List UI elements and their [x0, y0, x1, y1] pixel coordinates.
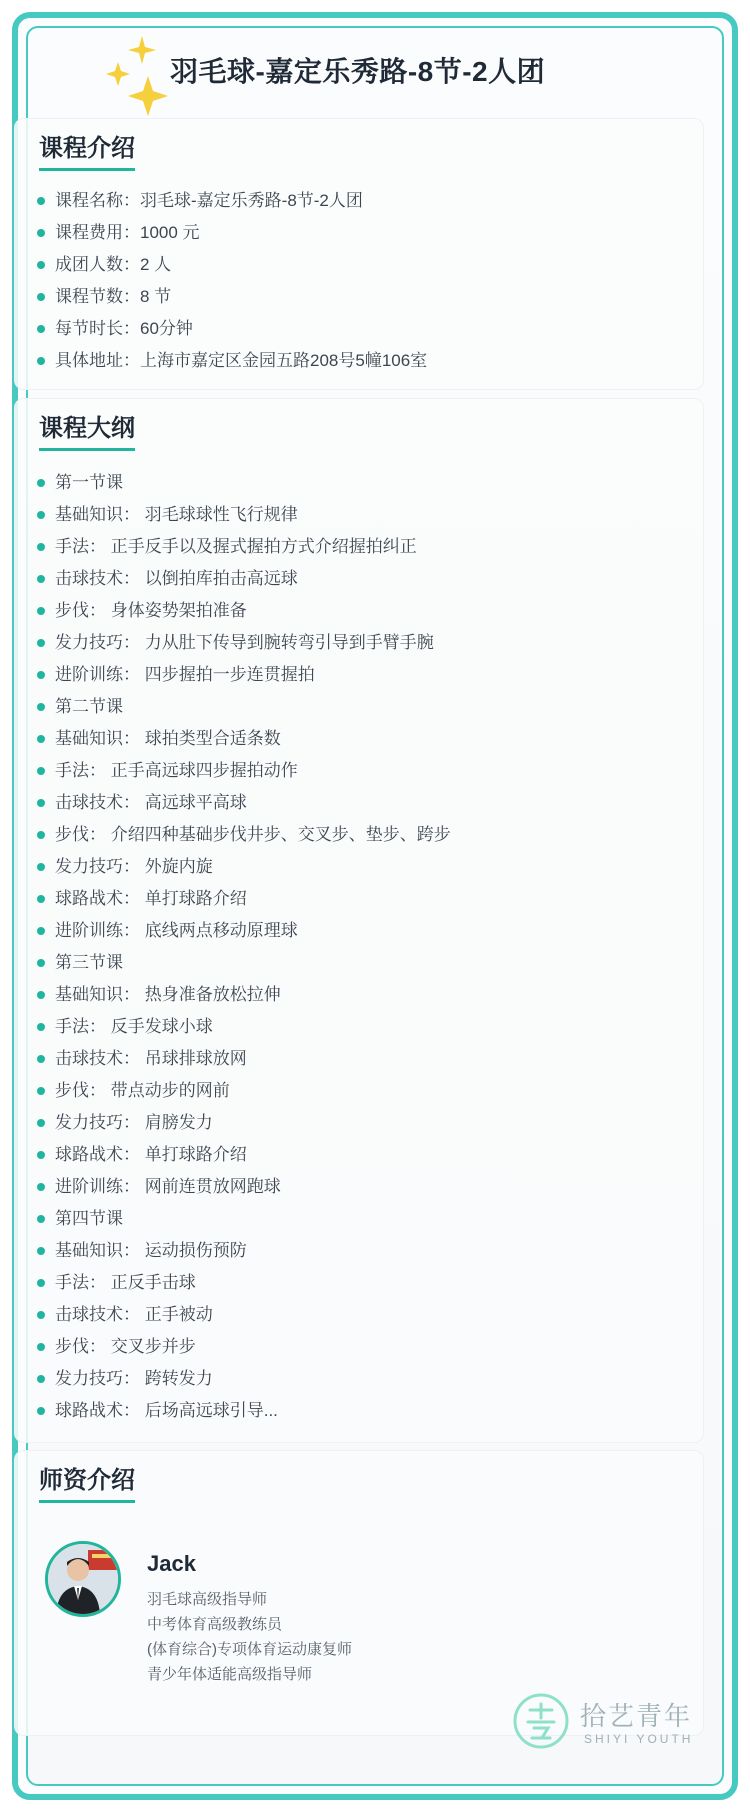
- brand-logo: [512, 1688, 702, 1768]
- list-item-text: 基础知识： 热身准备放松拉伸: [55, 985, 281, 1004]
- bullet-dot-icon: [37, 1407, 45, 1415]
- list-item-text: 基础知识： 球拍类型合适条数: [55, 729, 281, 748]
- list-item: [37, 281, 693, 313]
- list-item-text: 成团人数：2 人: [55, 255, 172, 274]
- brand-name: 拾艺青年: [580, 1701, 693, 1731]
- header: [0, 30, 750, 110]
- list-item-text: 步伐： 介绍四种基础步伐井步、交叉步、垫步、跨步: [55, 825, 451, 844]
- list-item-text: 击球技术： 以倒拍库拍击高远球: [55, 569, 298, 588]
- list-item: [37, 627, 693, 659]
- list-item-text: 步伐： 交叉步并步: [55, 1337, 196, 1356]
- list-item-text: 击球技术： 正手被动: [55, 1305, 213, 1324]
- bullet-dot-icon: [37, 325, 45, 333]
- bullet-dot-icon: [37, 671, 45, 679]
- list-item: [37, 1011, 693, 1043]
- list-item: [37, 851, 693, 883]
- bullet-dot-icon: [37, 639, 45, 647]
- list-item-text: 进阶训练： 四步握拍一步连贯握拍: [55, 665, 315, 684]
- bullet-dot-icon: [37, 1215, 45, 1223]
- list-item-text: 球路战术： 单打球路介绍: [55, 1145, 247, 1164]
- list-item: [37, 467, 693, 499]
- bullet-dot-icon: [37, 1375, 45, 1383]
- course-outline-heading: 课程大纲: [39, 413, 135, 451]
- list-item-text: 具体地址：上海市嘉定区金园五路208号5幢106室: [55, 351, 428, 370]
- bullet-dot-icon: [37, 895, 45, 903]
- bullet-dot-icon: [37, 479, 45, 487]
- list-item-text: 进阶训练： 网前连贯放网跑球: [55, 1177, 281, 1196]
- bullet-dot-icon: [37, 575, 45, 583]
- list-item: [37, 755, 693, 787]
- teacher-heading: 师资介绍: [39, 1465, 135, 1503]
- bullet-dot-icon: [37, 735, 45, 743]
- list-item: [37, 819, 693, 851]
- list-item-text: 基础知识： 运动损伤预防: [55, 1241, 247, 1260]
- teacher-credential: 羽毛球高级指导师: [147, 1591, 268, 1608]
- list-item: [37, 313, 693, 345]
- teacher-credential: (体育综合)专项体育运动康复师: [147, 1641, 352, 1658]
- brand-english-name: SHIYI YOUTH: [584, 1732, 694, 1746]
- bullet-dot-icon: [37, 1087, 45, 1095]
- teacher-credentials: [147, 1587, 352, 1687]
- bullet-dot-icon: [37, 1279, 45, 1287]
- list-item-text: 击球技术： 吊球排球放网: [55, 1049, 247, 1068]
- list-item-text: 球路战术： 单打球路介绍: [55, 889, 247, 908]
- bullet-dot-icon: [37, 261, 45, 269]
- list-item: [37, 787, 693, 819]
- list-item: [37, 185, 693, 217]
- list-item: [37, 531, 693, 563]
- list-item-text: 步伐： 带点动步的网前: [55, 1081, 230, 1100]
- list-item-text: 手法： 正反手击球: [55, 1273, 196, 1292]
- list-item-text: 球路战术： 后场高远球引导...: [55, 1401, 278, 1420]
- bullet-dot-icon: [37, 1151, 45, 1159]
- list-item-text: 进阶训练： 底线两点移动原理球: [55, 921, 298, 940]
- shiyi-logo-icon: [512, 1692, 570, 1750]
- list-item: [37, 883, 693, 915]
- list-item: [37, 691, 693, 723]
- bullet-dot-icon: [37, 831, 45, 839]
- course-intro-card: [14, 118, 704, 390]
- list-item-text: 基础知识： 羽毛球球性飞行规律: [55, 505, 298, 524]
- list-item: [37, 249, 693, 281]
- list-item: [37, 499, 693, 531]
- teacher-credential: 青少年体适能高级指导师: [147, 1666, 313, 1683]
- course-outline-list: [37, 467, 693, 1427]
- list-item: [37, 1043, 693, 1075]
- list-item-text: 手法： 正手反手以及握式握拍方式介绍握拍纠正: [55, 537, 417, 556]
- bullet-dot-icon: [37, 1311, 45, 1319]
- bullet-dot-icon: [37, 863, 45, 871]
- sparkle-icon: [100, 36, 170, 126]
- bullet-dot-icon: [37, 1055, 45, 1063]
- bullet-dot-icon: [37, 543, 45, 551]
- list-item-text: 第四节课: [55, 1209, 123, 1228]
- teacher-credential: 中考体育高级教练员: [147, 1616, 283, 1633]
- list-item: [37, 723, 693, 755]
- bullet-dot-icon: [37, 197, 45, 205]
- list-item: [37, 979, 693, 1011]
- list-item: [37, 659, 693, 691]
- bullet-dot-icon: [37, 703, 45, 711]
- bullet-dot-icon: [37, 1247, 45, 1255]
- list-item-text: 课程费用：1000 元: [55, 223, 200, 242]
- list-item: [37, 595, 693, 627]
- course-outline-card: [14, 398, 704, 1443]
- bullet-dot-icon: [37, 293, 45, 301]
- list-item: [37, 1171, 693, 1203]
- list-item-text: 课程名称：羽毛球-嘉定乐秀路-8节-2人团: [55, 191, 363, 210]
- list-item-text: 发力技巧： 力从肚下传导到腕转弯引导到手臂手腕: [55, 633, 434, 652]
- bullet-dot-icon: [37, 511, 45, 519]
- list-item-text: 第三节课: [55, 953, 123, 972]
- list-item: [37, 217, 693, 249]
- list-item: [37, 1395, 693, 1427]
- list-item: [37, 1299, 693, 1331]
- list-item: [37, 1235, 693, 1267]
- list-item-text: 发力技巧： 跨转发力: [55, 1369, 213, 1388]
- list-item: [37, 947, 693, 979]
- bullet-dot-icon: [37, 1119, 45, 1127]
- bullet-dot-icon: [37, 229, 45, 237]
- list-item-text: 发力技巧： 肩膀发力: [55, 1113, 213, 1132]
- bullet-dot-icon: [37, 1023, 45, 1031]
- list-item: [37, 1139, 693, 1171]
- list-item-text: 手法： 反手发球小球: [55, 1017, 213, 1036]
- list-item: [37, 1331, 693, 1363]
- list-item: [37, 915, 693, 947]
- teacher-avatar: [45, 1541, 121, 1617]
- bullet-dot-icon: [37, 1183, 45, 1191]
- bullet-dot-icon: [37, 357, 45, 365]
- list-item-text: 第二节课: [55, 697, 123, 716]
- bullet-dot-icon: [37, 959, 45, 967]
- list-item: [37, 1107, 693, 1139]
- bullet-dot-icon: [37, 991, 45, 999]
- bullet-dot-icon: [37, 1343, 45, 1351]
- list-item-text: 击球技术： 高远球平高球: [55, 793, 247, 812]
- list-item-text: 每节时长：60分钟: [55, 319, 193, 338]
- list-item-text: 步伐： 身体姿势架拍准备: [55, 601, 247, 620]
- list-item-text: 手法： 正手高远球四步握拍动作: [55, 761, 298, 780]
- teacher-photo-icon: [48, 1544, 118, 1614]
- list-item: [37, 1075, 693, 1107]
- list-item: [37, 1203, 693, 1235]
- list-item-text: 发力技巧： 外旋内旋: [55, 857, 213, 876]
- list-item: [37, 345, 693, 377]
- course-intro-list: [37, 185, 693, 377]
- list-item: [37, 1363, 693, 1395]
- list-item-text: 第一节课: [55, 473, 123, 492]
- course-intro-heading: 课程介绍: [39, 133, 135, 171]
- bullet-dot-icon: [37, 767, 45, 775]
- list-item-text: 课程节数：8 节: [55, 287, 172, 306]
- bullet-dot-icon: [37, 607, 45, 615]
- bullet-dot-icon: [37, 799, 45, 807]
- bullet-dot-icon: [37, 927, 45, 935]
- page-title: 羽毛球-嘉定乐秀路-8节-2人团: [170, 56, 546, 87]
- teacher-name: Jack: [147, 1551, 196, 1576]
- list-item: [37, 563, 693, 595]
- list-item: [37, 1267, 693, 1299]
